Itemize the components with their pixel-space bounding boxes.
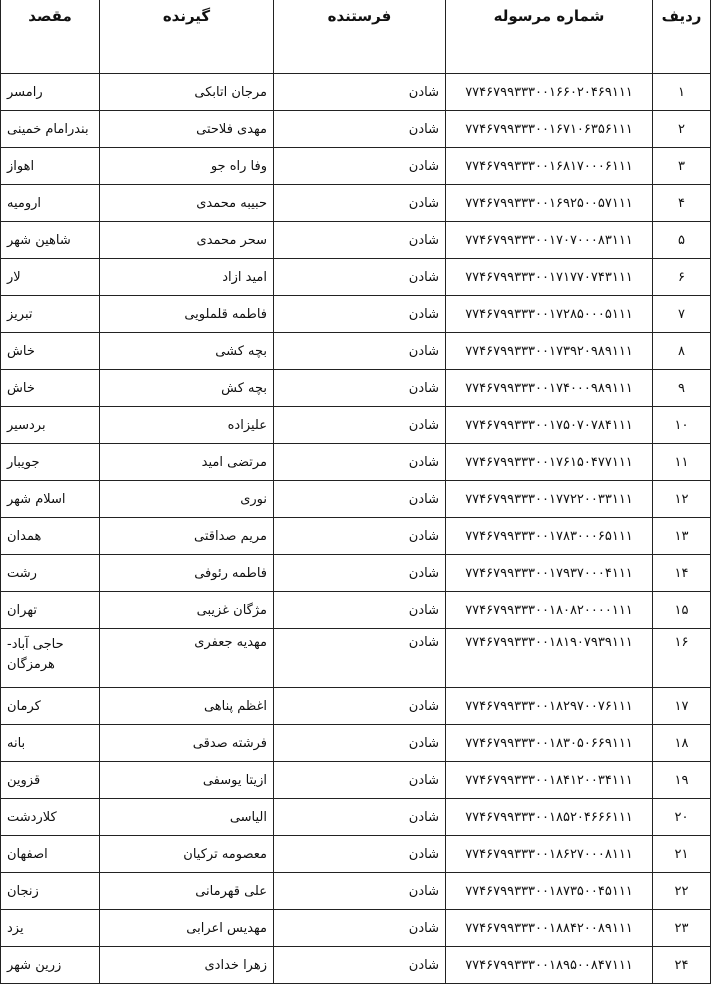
row-number-cell: ۲۳: [653, 910, 711, 947]
row-number-cell: ۹: [653, 370, 711, 407]
row-number-cell: ۱۷: [653, 688, 711, 725]
table-row: [1, 592, 711, 629]
sender-cell: شادن: [274, 222, 446, 259]
receiver-cell: علی قهرمانی: [100, 873, 274, 910]
destination-cell: یزد: [1, 910, 100, 947]
destination-cell: اصفهان: [1, 836, 100, 873]
tracking-number-cell: ۷۷۴۶۷۹۹۳۳۳۰۰۱۷۲۸۵۰۰۰۵۱۱۱: [446, 296, 653, 333]
receiver-cell: بچه کش: [100, 370, 274, 407]
destination-cell: بردسیر: [1, 407, 100, 444]
destination-cell: قزوین: [1, 762, 100, 799]
row-number-cell: ۵: [653, 222, 711, 259]
destination-cell: حاجی آباد-هرمزگان: [1, 629, 100, 688]
tracking-number-cell: ۷۷۴۶۷۹۹۳۳۳۰۰۱۷۸۳۰۰۰۶۵۱۱۱: [446, 518, 653, 555]
receiver-cell: فاطمه رئوفی: [100, 555, 274, 592]
receiver-cell: وفا راه جو: [100, 148, 274, 185]
table-row: [1, 407, 711, 444]
row-number-cell: ۲۲: [653, 873, 711, 910]
row-number-cell: ۱۲: [653, 481, 711, 518]
row-number-cell: ۱۱: [653, 444, 711, 481]
sender-cell: شادن: [274, 333, 446, 370]
sender-cell: شادن: [274, 688, 446, 725]
row-number-cell: ۱۹: [653, 762, 711, 799]
destination-cell: تهران: [1, 592, 100, 629]
destination-cell: رشت: [1, 555, 100, 592]
tracking-number-cell: ۷۷۴۶۷۹۹۳۳۳۰۰۱۷۳۹۲۰۹۸۹۱۱۱: [446, 333, 653, 370]
table-row: [1, 370, 711, 407]
row-number-cell: ۱: [653, 74, 711, 111]
receiver-cell: زهرا خدادی: [100, 947, 274, 984]
sender-cell: شادن: [274, 836, 446, 873]
header-sender: فرستنده: [274, 0, 446, 74]
table-row: [1, 481, 711, 518]
destination-cell: لار: [1, 259, 100, 296]
destination-cell: شاهین شهر: [1, 222, 100, 259]
table-row: [1, 518, 711, 555]
destination-cell: کلاردشت: [1, 799, 100, 836]
tracking-number-cell: ۷۷۴۶۷۹۹۳۳۳۰۰۱۷۹۳۷۰۰۰۴۱۱۱: [446, 555, 653, 592]
receiver-cell: مهدیه جعفری: [100, 629, 274, 688]
tracking-number-cell: ۷۷۴۶۷۹۹۳۳۳۰۰۱۶۹۲۵۰۰۵۷۱۱۱: [446, 185, 653, 222]
tracking-number-cell: ۷۷۴۶۷۹۹۳۳۳۰۰۱۸۲۹۷۰۰۷۶۱۱۱: [446, 688, 653, 725]
row-number-cell: ۱۵: [653, 592, 711, 629]
table-row: [1, 725, 711, 762]
receiver-cell: مهدی فلاحتی: [100, 111, 274, 148]
tracking-number-cell: ۷۷۴۶۷۹۹۳۳۳۰۰۱۸۷۳۵۰۰۴۵۱۱۱: [446, 873, 653, 910]
tracking-number-cell: ۷۷۴۶۷۹۹۳۳۳۰۰۱۸۳۰۵۰۶۶۹۱۱۱: [446, 725, 653, 762]
table-row: [1, 222, 711, 259]
destination-cell: ارومیه: [1, 185, 100, 222]
table-row: [1, 762, 711, 799]
destination-cell: زرین شهر: [1, 947, 100, 984]
row-number-cell: ۱۶: [653, 629, 711, 688]
tracking-number-cell: ۷۷۴۶۷۹۹۳۳۳۰۰۱۸۱۹۰۷۹۳۹۱۱۱: [446, 629, 653, 688]
sender-cell: شادن: [274, 592, 446, 629]
sender-cell: شادن: [274, 259, 446, 296]
table-row: [1, 333, 711, 370]
destination-cell: خاش: [1, 370, 100, 407]
table-header-row: [1, 0, 711, 74]
sender-cell: شادن: [274, 725, 446, 762]
sender-cell: شادن: [274, 444, 446, 481]
table-body: [1, 74, 711, 984]
table-row: [1, 185, 711, 222]
destination-cell: رامسر: [1, 74, 100, 111]
tracking-number-cell: ۷۷۴۶۷۹۹۳۳۳۰۰۱۷۵۰۷۰۷۸۴۱۱۱: [446, 407, 653, 444]
table-row: [1, 296, 711, 333]
receiver-cell: حبیبه محمدی: [100, 185, 274, 222]
table-row: [1, 688, 711, 725]
tracking-number-cell: ۷۷۴۶۷۹۹۳۳۳۰۰۱۷۰۷۰۰۰۸۳۱۱۱: [446, 222, 653, 259]
tracking-number-cell: ۷۷۴۶۷۹۹۳۳۳۰۰۱۷۷۲۲۰۰۳۳۱۱۱: [446, 481, 653, 518]
destination-cell: خاش: [1, 333, 100, 370]
header-row-number: ردیف: [653, 0, 711, 74]
row-number-cell: ۲۱: [653, 836, 711, 873]
row-number-cell: ۶: [653, 259, 711, 296]
receiver-cell: فرشته صدقی: [100, 725, 274, 762]
destination-cell: بانه: [1, 725, 100, 762]
sender-cell: شادن: [274, 873, 446, 910]
receiver-cell: امید ازاد: [100, 259, 274, 296]
tracking-number-cell: ۷۷۴۶۷۹۹۳۳۳۰۰۱۸۰۸۲۰۰۰۰۱۱۱: [446, 592, 653, 629]
receiver-cell: علیزاده: [100, 407, 274, 444]
sender-cell: شادن: [274, 555, 446, 592]
table-row: [1, 947, 711, 984]
destination-cell: همدان: [1, 518, 100, 555]
sender-cell: شادن: [274, 947, 446, 984]
table-row: [1, 799, 711, 836]
table-row: [1, 148, 711, 185]
tracking-number-cell: ۷۷۴۶۷۹۹۳۳۳۰۰۱۷۱۷۷۰۷۴۳۱۱۱: [446, 259, 653, 296]
receiver-cell: معصومه ترکیان: [100, 836, 274, 873]
tracking-number-cell: ۷۷۴۶۷۹۹۳۳۳۰۰۱۶۸۱۷۰۰۰۶۱۱۱: [446, 148, 653, 185]
sender-cell: شادن: [274, 799, 446, 836]
sender-cell: شادن: [274, 111, 446, 148]
table-row: [1, 910, 711, 947]
sender-cell: شادن: [274, 629, 446, 688]
receiver-cell: مهدیس اعرابی: [100, 910, 274, 947]
sender-cell: شادن: [274, 762, 446, 799]
row-number-cell: ۲: [653, 111, 711, 148]
row-number-cell: ۴: [653, 185, 711, 222]
destination-cell: بندرامام خمینی: [1, 111, 100, 148]
destination-cell: کرمان: [1, 688, 100, 725]
sender-cell: شادن: [274, 481, 446, 518]
receiver-cell: مرجان اتابکی: [100, 74, 274, 111]
receiver-cell: سحر محمدی: [100, 222, 274, 259]
row-number-cell: ۱۴: [653, 555, 711, 592]
tracking-number-cell: ۷۷۴۶۷۹۹۳۳۳۰۰۱۶۷۱۰۶۳۵۶۱۱۱: [446, 111, 653, 148]
tracking-number-cell: ۷۷۴۶۷۹۹۳۳۳۰۰۱۶۶۰۲۰۴۶۹۱۱۱: [446, 74, 653, 111]
table-row: [1, 555, 711, 592]
row-number-cell: ۱۰: [653, 407, 711, 444]
receiver-cell: نوری: [100, 481, 274, 518]
destination-cell: زنجان: [1, 873, 100, 910]
sender-cell: شادن: [274, 74, 446, 111]
receiver-cell: مژگان غزیبی: [100, 592, 274, 629]
destination-cell: اسلام شهر: [1, 481, 100, 518]
table-row: [1, 74, 711, 111]
row-number-cell: ۸: [653, 333, 711, 370]
table-row: [1, 873, 711, 910]
sender-cell: شادن: [274, 910, 446, 947]
receiver-cell: الیاسی: [100, 799, 274, 836]
sender-cell: شادن: [274, 296, 446, 333]
tracking-number-cell: ۷۷۴۶۷۹۹۳۳۳۰۰۱۸۴۱۲۰۰۳۴۱۱۱: [446, 762, 653, 799]
receiver-cell: فاطمه قلملویی: [100, 296, 274, 333]
destination-cell: تبریز: [1, 296, 100, 333]
row-number-cell: ۲۴: [653, 947, 711, 984]
table-row: [1, 836, 711, 873]
sender-cell: شادن: [274, 407, 446, 444]
destination-cell: جویبار: [1, 444, 100, 481]
row-number-cell: ۲۰: [653, 799, 711, 836]
receiver-cell: ازیتا یوسفی: [100, 762, 274, 799]
sender-cell: شادن: [274, 148, 446, 185]
receiver-cell: اغظم پناهی: [100, 688, 274, 725]
receiver-cell: بچه کشی: [100, 333, 274, 370]
header-receiver: گیرنده: [100, 0, 274, 74]
row-number-cell: ۳: [653, 148, 711, 185]
header-destination: مقصد: [1, 0, 100, 74]
row-number-cell: ۱۳: [653, 518, 711, 555]
sender-cell: شادن: [274, 370, 446, 407]
table-row: [1, 259, 711, 296]
row-number-cell: ۱۸: [653, 725, 711, 762]
tracking-number-cell: ۷۷۴۶۷۹۹۳۳۳۰۰۱۸۹۵۰۰۸۴۷۱۱۱: [446, 947, 653, 984]
receiver-cell: مرتضی امید: [100, 444, 274, 481]
tracking-number-cell: ۷۷۴۶۷۹۹۳۳۳۰۰۱۸۶۲۷۰۰۰۸۱۱۱: [446, 836, 653, 873]
tracking-number-cell: ۷۷۴۶۷۹۹۳۳۳۰۰۱۸۵۲۰۴۶۶۶۱۱۱: [446, 799, 653, 836]
header-tracking-number: شماره مرسوله: [446, 0, 653, 74]
tracking-number-cell: ۷۷۴۶۷۹۹۳۳۳۰۰۱۷۶۱۵۰۴۷۷۱۱۱: [446, 444, 653, 481]
tracking-number-cell: ۷۷۴۶۷۹۹۳۳۳۰۰۱۸۸۴۲۰۰۸۹۱۱۱: [446, 910, 653, 947]
destination-cell: اهواز: [1, 148, 100, 185]
tracking-number-cell: ۷۷۴۶۷۹۹۳۳۳۰۰۱۷۴۰۰۰۹۸۹۱۱۱: [446, 370, 653, 407]
table-row: [1, 444, 711, 481]
table-row: [1, 111, 711, 148]
row-number-cell: ۷: [653, 296, 711, 333]
table-row: [1, 629, 711, 688]
receiver-cell: مریم صداقتی: [100, 518, 274, 555]
sender-cell: شادن: [274, 185, 446, 222]
sender-cell: شادن: [274, 518, 446, 555]
